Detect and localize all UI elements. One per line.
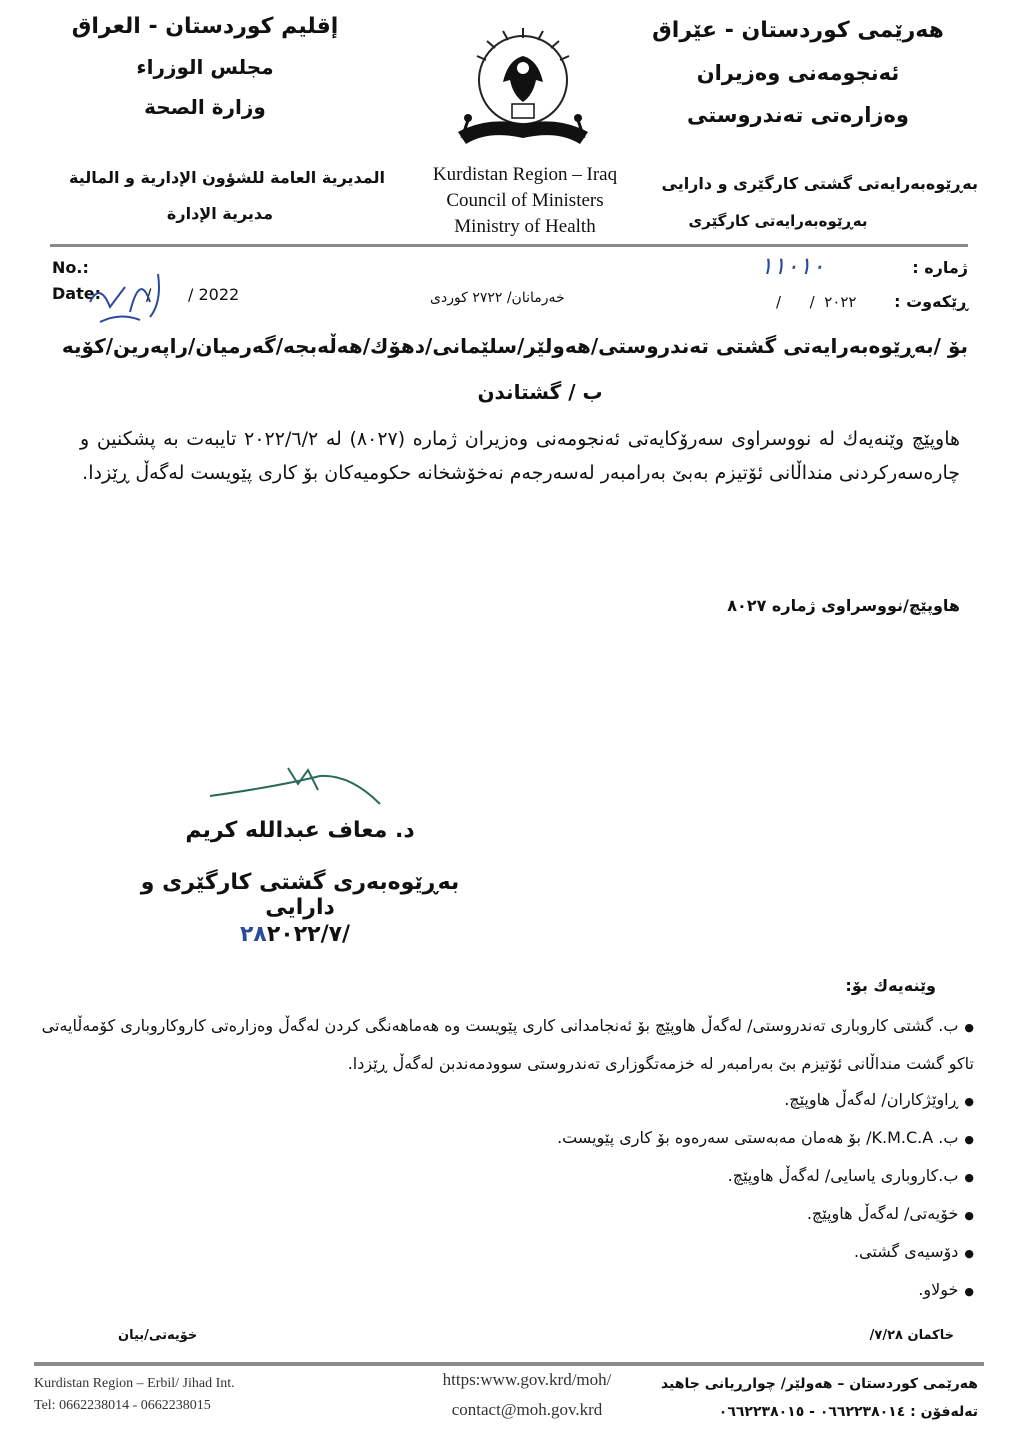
signature-scribble: [200, 756, 400, 816]
cc-item: ● خولاو.: [34, 1272, 974, 1310]
kurdish-calendar-date: خەرمانان/ ٢٧٢٢ كوردی: [430, 290, 565, 306]
cc-item: ● ب. K.M.C.A/ بۆ هەمان مەبەستی سەرەوە بۆ كاری پێویست.: [34, 1120, 974, 1158]
subject-line: ب / گشتاندن: [477, 380, 603, 404]
footer-address-en: Kurdistan Region – Erbil/ Jihad Int.: [34, 1376, 235, 1391]
footer-website-link[interactable]: https:www.gov.krd/moh/: [442, 1370, 612, 1389]
arabic-region-title: إقليم كوردستان - العراق: [71, 14, 339, 39]
kurdish-directorate: بەڕێوەبەرایەتی كارگێری: [688, 212, 868, 230]
date-separator: /: [146, 285, 152, 304]
kurdish-date-value: / / ٢٠٢٢: [776, 293, 857, 311]
recipient-line: بۆ /بەڕێوەبەرایەتی گشتی تەندروستی/هەولێر/سلێمانی/دهۆك/هەڵەبجە/گەرمیان/راپەرین/كۆیە: [61, 334, 968, 358]
kurdish-ministry: وەزارەتی تەندروستی: [687, 103, 909, 127]
arabic-council: مجلس الوزراء: [136, 55, 274, 79]
no-label: No.:: [52, 258, 89, 277]
kurdish-region-title: هەرێمی كوردستان - عێراق: [652, 18, 944, 43]
english-header: [400, 162, 650, 240]
kurdistan-government-emblem-icon: [448, 20, 598, 160]
cc-heading: وێنەیەك بۆ:: [845, 976, 936, 995]
kurdish-directorate-general: بەڕێوەبەرایەتی گشتی كارگێری و دارایی: [661, 174, 978, 193]
footer-phone-ku: تەلەفۆن : ٠٦٦٢٢٣٨٠١٤ - ٠٦٦٢٢٣٨٠١٥: [718, 1404, 978, 1420]
english-ministry: Ministry of Health: [454, 216, 596, 237]
signature-date-handwritten: ٢٨: [240, 922, 267, 947]
english-council: Council of Ministers: [446, 190, 604, 211]
initials-left: خۆیەتی/بیان: [118, 1328, 198, 1343]
cc-item: ● ڕاوێژكاران/ لەگەڵ هاوپێچ.: [34, 1082, 974, 1120]
footer-phone-en: Tel: 0662238014 - 0662238015: [34, 1398, 211, 1413]
cc-item: ● دۆسیەی گشتی.: [34, 1234, 974, 1272]
kurdish-council: ئەنجومەنی وەزیران: [696, 61, 900, 85]
footer-email-link[interactable]: contact@moh.gov.krd: [451, 1400, 603, 1419]
initials-right: خاكمان ٧/٢٨/: [869, 1328, 954, 1343]
attachment-line: هاوپێچ/نووسراوی ژمارە ٨٠٢٧: [727, 596, 960, 615]
body-paragraph: هاوپێچ وێنەیەك لە نووسراوی سەرۆكایەتی ئەنجومەنی وەزیران ژمارە (٨٠٢٧) لە ٢٠٢٢/٦/٢ تایبەت بە پشكنین و چارەسەركردنی منداڵانی ئۆتیزم بەبێ بەرامبەر لەسەرجەم نەخۆشخانە حكومیەكان بۆ كاری پێویست لەگەڵ ڕێزدا.: [80, 428, 961, 484]
number-label: ژمارە :: [912, 258, 968, 277]
kurdish-header: [618, 18, 978, 145]
signatory-title: بەڕێوەبەری گشتی كارگێری و دارایی: [140, 870, 460, 920]
cc-list: [34, 1008, 974, 1310]
cc-item: ● خۆیەتی/ لەگەڵ هاوپێچ.: [34, 1196, 974, 1234]
signatory-name: د. معاف عبدالله كریم: [185, 818, 415, 843]
date-label: Date:: [52, 284, 101, 303]
signature-date: [240, 922, 350, 947]
handwritten-number: ١١٠١٠: [760, 252, 825, 280]
english-region: Kurdistan Region – Iraq: [432, 164, 618, 185]
header-divider: [50, 244, 968, 247]
handwritten-date-scribble: [80, 262, 180, 332]
footer-address-ku: هەرێمی كوردستان – هەولێر/ چوارڕیانی جاهید: [660, 1376, 978, 1392]
arabic-directorate-general: المديرية العامة للشؤون الإدارية و المالية: [68, 168, 385, 187]
arabic-directorate: مديرية الإدارة: [166, 204, 274, 223]
cc-item: ● ب. گشتی كاروباری تەندروستی/ لەگەڵ هاوپێچ بۆ ئەنجامدانی كاری پێویست وە هەماهەنگی كردن لەگەڵ وەزارەتی كاروكاروباری كۆمەڵایەتی تاكو گشت منداڵانی ئۆتیزم بێ بەرامبەر لە خزمەتگوزاری تەندروستی سوودمەندبن لەگەڵ ڕێزدا.: [34, 1008, 974, 1082]
kurdish-date-label: ڕێكەوت :: [894, 292, 968, 311]
arabic-ministry: وزارة الصحة: [144, 95, 266, 119]
arabic-header: [40, 14, 370, 135]
cc-item: ● ب.كاروباری یاسایی/ لەگەڵ هاوپێچ.: [34, 1158, 974, 1196]
footer-divider: [34, 1362, 984, 1366]
signature-date-printed: ٢٠٢٢/٧/: [266, 922, 351, 947]
date-year: / 2022: [188, 285, 240, 304]
